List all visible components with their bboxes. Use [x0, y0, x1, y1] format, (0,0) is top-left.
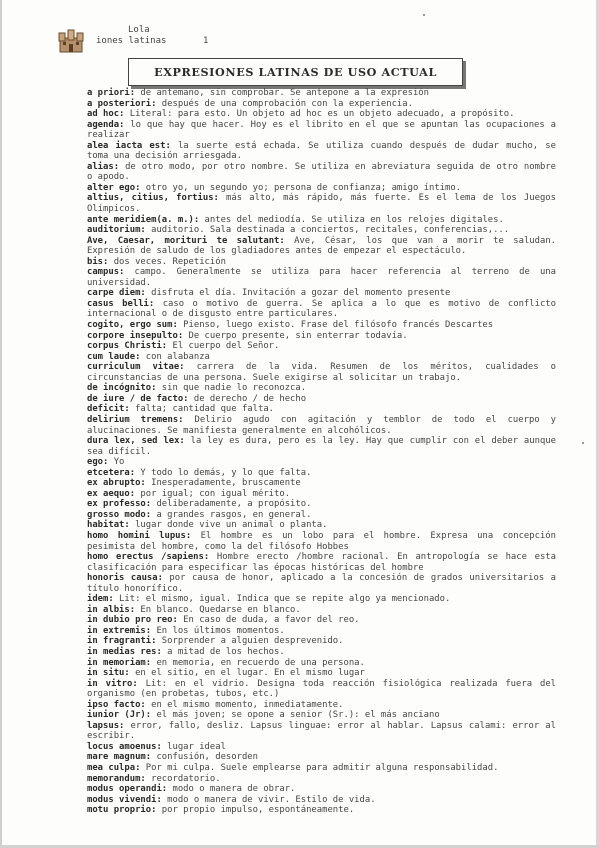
expression-definition: Delirio agudo con agitación y temblor de todo el cuerpo y alucinaciones. Se manifiesta generalmente en alcohólicos.: [87, 414, 556, 436]
expression-definition: Sorprender a alguien desprevenido.: [156, 636, 344, 647]
expression-entry: [87, 668, 556, 679]
expression-entry: [87, 404, 556, 415]
expression-entry: [87, 489, 556, 500]
expression-term: delirium tremens:: [87, 414, 184, 425]
header-author: Lola: [128, 25, 150, 35]
expression-term: etcetera:: [87, 467, 136, 478]
expression-definition: En caso de duda, a favor del reo.: [177, 615, 360, 626]
expression-entry: [87, 795, 556, 806]
expression-definition: en el sitio, en el lugar. En el mismo lugar: [129, 668, 365, 679]
expression-term: iunior (Jr):: [87, 710, 152, 721]
expression-term: honoris causa:: [87, 573, 163, 584]
expression-entry: [87, 299, 556, 320]
expression-entry: [87, 288, 556, 299]
expression-term: dura lex, sed lex:: [87, 436, 185, 447]
expression-entry: [87, 510, 556, 521]
expression-entry: [87, 267, 556, 288]
expression-entry: [87, 88, 556, 99]
expression-term: agenda:: [87, 119, 125, 130]
expression-entry: [87, 99, 556, 110]
scan-speck: [423, 14, 425, 16]
expression-term: in situ:: [87, 668, 130, 679]
expression-term: bis:: [87, 256, 109, 267]
expression-term: alea iacta est:: [87, 140, 171, 151]
expression-definition: por igual; con igual mérito.: [135, 488, 291, 499]
expression-entry: [87, 436, 556, 457]
expression-definition: Y todo lo demás, y lo que falta.: [135, 467, 312, 478]
expression-term: in albis:: [87, 604, 136, 615]
expression-entry: [87, 721, 556, 742]
expression-definition: Pienso, luego existo. Frase del filósofo francés Descartes: [177, 320, 494, 331]
page-title: EXPRESIONES LATINAS DE USO ACTUAL: [154, 65, 437, 79]
expression-term: motu proprio:: [87, 805, 157, 816]
expression-term: mea culpa:: [87, 763, 141, 773]
expression-term: habitat:: [87, 520, 130, 531]
expression-term: in extremis:: [87, 625, 152, 636]
expression-term: in fragranti:: [87, 636, 157, 647]
expression-definition: En blanco. Quedarse en blanco.: [135, 604, 301, 615]
expression-entry: [87, 193, 556, 214]
expression-entry: [87, 215, 556, 226]
expression-entry: [87, 109, 556, 120]
expression-definition: con alabanza: [140, 351, 210, 362]
expression-definition: deliberadamente, a propósito.: [151, 499, 312, 510]
expression-term: carpe diem:: [87, 288, 146, 299]
expression-term: in medias res:: [87, 646, 162, 657]
expression-term: memorandum:: [87, 773, 146, 784]
expression-entry: [87, 236, 556, 257]
expression-entry: [87, 594, 556, 605]
castle-logo-icon: [58, 28, 84, 54]
expression-definition: a mitad de los hechos.: [161, 646, 285, 657]
expression-definition: carrera de la vida. Resumen de los méritos, cualidades o circunstancias de una persona. Suele exigirse al solicitar un trabajo.: [87, 362, 556, 383]
expression-term: ex abrupto:: [87, 478, 146, 489]
expression-entry: [87, 120, 556, 141]
expression-entry: [87, 647, 556, 658]
expression-entry: [87, 183, 556, 194]
expression-definition: De cuerpo presente, sin enterrar todavía.: [183, 330, 408, 341]
expression-entry: [87, 531, 556, 552]
expression-definition: de antemano, sin comprobar. Se antepone a la expresión: [135, 88, 429, 98]
expression-term: homo erectus /sapiens:: [87, 552, 210, 563]
expression-term: ex aequo:: [87, 488, 136, 499]
expression-entry: [87, 141, 556, 162]
title-box: [128, 58, 463, 86]
expression-definition: a grandes rasgos, en general.: [151, 509, 312, 520]
expression-term: de iure / de facto:: [87, 393, 189, 404]
expression-entry: [87, 331, 556, 342]
expression-term: campus:: [87, 267, 125, 278]
expression-definition: modo o manera de obrar.: [167, 784, 296, 795]
expression-definition: confusión, desorden: [151, 752, 258, 763]
expression-definition: modo o manera de vivir. Estilo de vida.: [161, 794, 376, 805]
expression-term: a priori:: [87, 88, 136, 98]
expression-definition: recordatorio.: [145, 773, 221, 784]
expression-entry: [87, 225, 556, 236]
expression-entry: [87, 679, 556, 700]
expression-definition: la ley es dura, pero es la ley. Hay que cumplir con el deber aunque sea difícil.: [87, 436, 556, 457]
expression-definition: sin que nadie lo reconozca.: [156, 383, 307, 394]
expression-term: cum laude:: [87, 351, 141, 362]
expression-definition: lugar ideal: [161, 741, 226, 752]
expression-definition: El cuerpo del Señor.: [167, 341, 280, 352]
expression-entry: [87, 457, 556, 468]
expression-definition: la suerte está echada. Se utiliza cuando después de dudar mucho, se toma una decisión arriesgada.: [87, 140, 556, 162]
expression-term: modus vivendi:: [87, 794, 162, 805]
expression-entry: [87, 520, 556, 531]
expression-term: casus belli:: [87, 298, 155, 309]
expression-definition: más alto, más rápido, más fuerte. Es el lema de los Juegos Olímpicos.: [87, 193, 556, 215]
expression-term: in dubio pro reo:: [87, 615, 178, 626]
expression-definition: por propio impulso, espontáneamente.: [156, 805, 355, 816]
expression-term: lapsus:: [87, 720, 125, 731]
expression-definition: campo. Generalmente se utiliza para hacer referencia al terreno de una universidad.: [87, 267, 556, 288]
expression-entry: [87, 605, 556, 616]
expression-term: modus operandi:: [87, 784, 168, 795]
expression-entry: [87, 257, 556, 268]
expression-definition: después de una comprobación con la experiencia.: [156, 98, 413, 109]
expression-term: in memoriam:: [87, 657, 152, 668]
expression-entry: [87, 636, 556, 647]
expression-entry: [87, 162, 556, 183]
expression-entry: [87, 394, 556, 405]
expression-entry: [87, 362, 556, 383]
expression-term: alter ego:: [87, 182, 141, 193]
expression-entry: [87, 468, 556, 479]
expression-definition: de otro modo, por otro nombre. Se utiliza en abreviatura seguida de otro nombre o apodo.: [87, 161, 556, 183]
expression-entry: [87, 700, 556, 711]
expression-term: de incógnito:: [87, 383, 157, 394]
expression-definition: Lit: en el vidrio. Designa toda reacción fisiológica realizada fuera del organismo (en probetas, tubos, etc.): [87, 678, 556, 700]
expression-entry: [87, 499, 556, 510]
expression-definition: en memoria, en recuerdo de una persona.: [151, 657, 365, 668]
expression-definition: Literal: para esto. Un objeto ad hoc es un objeto adecuado, a propósito.: [124, 109, 515, 120]
expression-term: grosso modo:: [87, 509, 152, 520]
expression-definition: lo que hay que hacer. Hoy es el librito en el que se apuntan las ocupaciones a realizar: [87, 119, 556, 141]
expression-entry: [87, 805, 556, 816]
expression-term: curriculum vitae:: [87, 362, 185, 373]
expression-definition: caso o motivo de guerra. Se aplica a lo que es motivo de conflicto internacional o de disgusto entre particulares.: [87, 298, 556, 320]
expressions-list: [87, 88, 556, 816]
header-page-number: 1: [203, 36, 209, 46]
expression-term: in vitro:: [87, 678, 138, 689]
scan-edge-left: [0, 0, 2, 848]
expression-term: deficit:: [87, 404, 130, 415]
expression-term: Ave, Caesar, morituri te salutant:: [87, 235, 285, 246]
expression-entry: [87, 573, 556, 594]
expression-definition: de derecho / de hecho: [188, 393, 307, 404]
expression-entry: [87, 626, 556, 637]
expression-entry: [87, 784, 556, 795]
expression-term: ante meridiem(a. m.):: [87, 214, 200, 225]
expression-definition: falta; cantidad que falta.: [129, 404, 275, 415]
expression-entry: [87, 742, 556, 753]
expression-term: ipso facto:: [87, 699, 146, 710]
expression-definition: Hombre erecto /hombre racional. En antropología se hace esta clasificación para especificar las épocas históricas del hombre: [87, 552, 556, 573]
expression-entry: [87, 552, 556, 573]
expression-entry: [87, 320, 556, 331]
expression-definition: en el mismo momento, inmediatamente.: [145, 699, 344, 710]
expression-definition: Por mi culpa. Suele emplearse para admitir alguna responsabilidad.: [140, 763, 499, 773]
expression-term: corpus Christi:: [87, 341, 168, 352]
expression-entry: [87, 478, 556, 489]
expression-definition: error, fallo, desliz. Lapsus linguae: error al hablar. Lapsus calami: error al escribir.: [87, 720, 556, 742]
expression-definition: En los últimos momentos.: [151, 625, 285, 636]
expression-entry: [87, 615, 556, 626]
expression-term: homo homini lupus:: [87, 530, 192, 541]
expression-entry: [87, 383, 556, 394]
expression-definition: Lit: el mismo, igual. Indica que se repite algo ya mencionado.: [113, 594, 451, 605]
expression-definition: otro yo, un segundo yo; persona de confianza; amigo íntimo.: [140, 182, 462, 193]
expression-entry: [87, 752, 556, 763]
expression-definition: antes del mediodía. Se utiliza en los relojes digitales.: [199, 214, 504, 225]
expression-term: corpore insepulto:: [87, 330, 184, 341]
expression-entry: [87, 763, 556, 774]
expression-term: ego:: [87, 457, 109, 468]
expression-definition: el más joven; se opone a senior (Sr.): el más anciano: [151, 710, 440, 721]
expression-entry: [87, 710, 556, 721]
expression-definition: Inesperadamente, bruscamente: [145, 478, 301, 489]
expression-entry: [87, 352, 556, 363]
expression-term: locus amoenus:: [87, 741, 162, 752]
header-document-title: iones latinas: [96, 36, 167, 46]
expression-term: ad hoc:: [87, 109, 125, 120]
expression-term: ex professo:: [87, 499, 152, 510]
expression-definition: por causa de honor, aplicado a la concesión de grados universitarios a título honorífico.: [87, 573, 556, 594]
expression-term: idem:: [87, 594, 114, 605]
expression-term: cogito, ergo sum:: [87, 320, 178, 331]
expression-definition: auditorio. Sala destinada a conciertos, recitales, conferencias,...: [145, 225, 510, 236]
expression-term: a posteriori:: [87, 98, 157, 109]
expression-term: altius, citius, fortius:: [87, 193, 219, 204]
expression-definition: El hombre es un lobo para el hombre. Expresa una concepción pesimista del hombre, como la del filósofo Hobbes: [87, 530, 556, 552]
expression-term: auditorium:: [87, 225, 146, 236]
expression-definition: Yo: [108, 457, 125, 468]
expression-definition: Ave, César, los que van a morir te saludan. Expresión de saludo de los gladiadores antes de empezar el espectáculo.: [87, 235, 557, 257]
expression-definition: dos veces. Repetición: [108, 256, 226, 267]
expression-definition: lugar donde vive un animal o planta.: [129, 520, 328, 531]
expression-entry: [87, 658, 556, 669]
expression-entry: [87, 415, 556, 436]
page-header: [58, 20, 278, 56]
scan-speck: [582, 442, 584, 444]
expression-entry: [87, 341, 556, 352]
expression-definition: disfruta el día. Invitación a gozar del momento presente: [145, 288, 451, 299]
expression-term: mare magnum:: [87, 752, 152, 763]
expression-term: alias:: [87, 161, 120, 172]
expression-entry: [87, 774, 556, 785]
